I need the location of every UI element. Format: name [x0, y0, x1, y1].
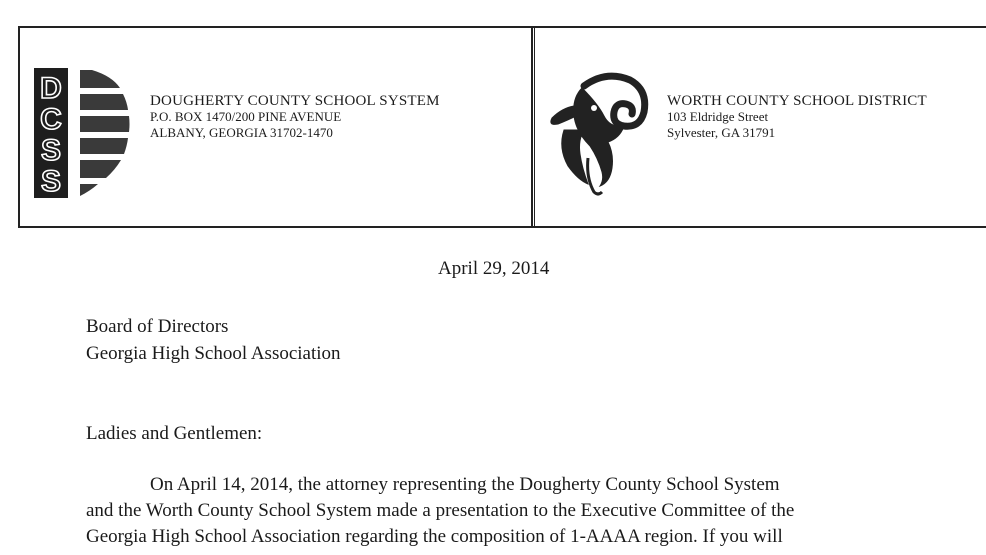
dcss-logo-stripes — [80, 70, 130, 196]
letterhead — [18, 26, 986, 228]
body-line-3: Georgia High School Association regarding the composition of 1-AAAA region. If you will — [86, 526, 783, 547]
ram-mascot-logo — [544, 68, 664, 198]
recipient-line1: Board of Directors — [86, 316, 229, 337]
ram-eye — [591, 105, 597, 111]
body-line-1: On April 14, 2014, the attorney representing the Dougherty County School System — [150, 474, 780, 495]
body-line-2: and the Worth County School System made a presentation to the Executive Committee of the — [86, 500, 795, 521]
worth-address-block — [667, 93, 927, 141]
worth-address-line1: 103 Eldridge Street — [667, 109, 769, 124]
dcss-address-line2: ALBANY, GEORGIA 31702-1470 — [150, 125, 333, 140]
dcss-org-name: DOUGHERTY COUNTY SCHOOL SYSTEM — [150, 93, 440, 109]
recipient-line2: Georgia High School Association — [86, 343, 341, 364]
worth-address-line2: Sylvester, GA 31791 — [667, 125, 776, 140]
worth-org-name: WORTH COUNTY SCHOOL DISTRICT — [667, 93, 927, 109]
dcss-logo-letter-c: C — [40, 103, 62, 136]
dcss-logo-letter-d: D — [40, 72, 62, 105]
dcss-address-line1: P.O. BOX 1470/200 PINE AVENUE — [150, 109, 342, 124]
dcss-logo — [34, 68, 134, 198]
salutation: Ladies and Gentlemen: — [86, 423, 263, 444]
dcss-logo-letter-s2: S — [40, 165, 62, 198]
letter-date: April 29, 2014 — [438, 258, 550, 279]
body-paragraph — [86, 472, 946, 550]
ram-ear — [551, 106, 576, 124]
dcss-address-block — [150, 93, 440, 141]
recipient-block — [86, 313, 341, 367]
letterhead-divider — [531, 26, 535, 228]
dcss-logo-letter-s1: S — [40, 134, 62, 167]
